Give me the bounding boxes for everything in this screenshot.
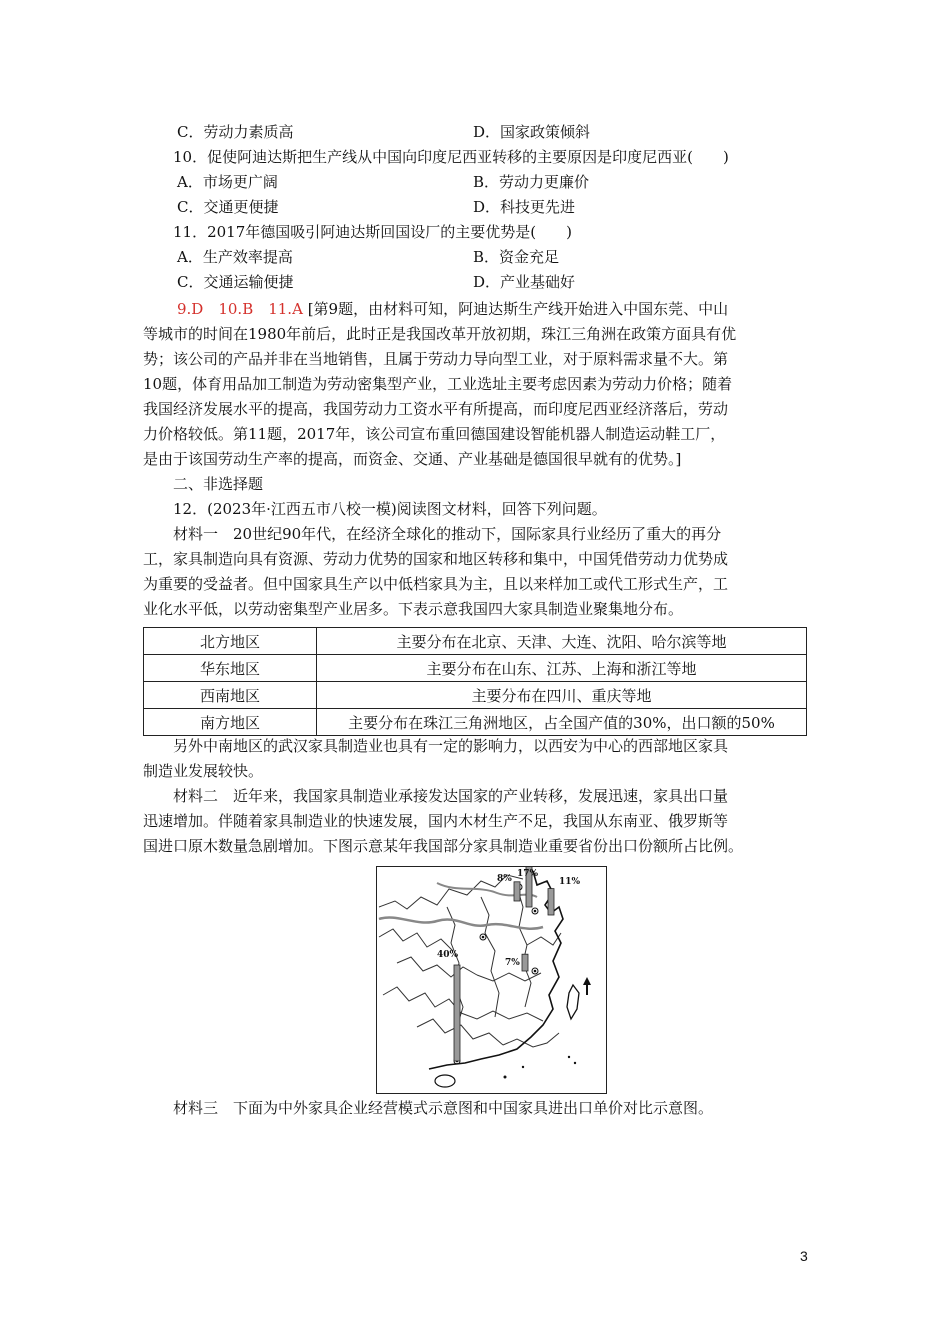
answer-line: 等城市的时间在1980年前后，此时正是我国改革开放初期，珠江三角洲在政策方面具有优	[143, 325, 737, 343]
bar-label: 8%	[497, 874, 512, 884]
map-svg	[377, 867, 606, 1093]
bar-label: 40%	[437, 950, 459, 960]
q11-stem: 11．2017年德国吸引阿迪达斯回国设厂的主要优势是( )	[173, 223, 572, 241]
q9-option-d: D．国家政策倾斜	[473, 123, 591, 141]
table-row	[144, 628, 807, 655]
q11-option-b: B．资金充足	[473, 248, 560, 266]
bar-11-percent	[548, 889, 554, 915]
section-title: 二、非选择题	[173, 475, 264, 493]
material3: 材料三 下面为中外家具企业经营模式示意图和中国家具进出口单价对比示意图。	[173, 1099, 714, 1117]
table-desc-cell: 主要分布在四川、重庆等地	[317, 682, 807, 709]
material1-line: 材料一 20世纪90年代，在经济全球化的推动下，国际家具行业经历了重大的再分	[173, 525, 722, 543]
material2-line: 材料二 近年来，我国家具制造业承接发达国家的产业转移，发展迅速，家具出口量	[173, 787, 729, 805]
north-arrow-icon	[583, 977, 591, 995]
material2-line: 迅速增加。伴随着家具制造业的快速发展，国内木材生产不足，我国从东南亚、俄罗斯等	[143, 812, 729, 830]
after-table-line: 另外中南地区的武汉家具制造业也具有一定的影响力，以西安为中心的西部地区家具	[173, 737, 729, 755]
taiwan-island	[567, 985, 579, 1019]
answer-line: 10题，体育用品加工制造为劳动密集型产业，工业选址主要考虑因素为劳动力价格；随着	[143, 375, 733, 393]
table-region-cell: 北方地区	[144, 628, 317, 655]
answer-line: 我国经济发展水平的提高，我国劳动力工资水平有所提高，而印度尼西亚经济落后，劳动	[143, 400, 729, 418]
bar-label: 7%	[505, 958, 520, 968]
page-number: 3	[800, 1248, 808, 1264]
q10-option-a: A．市场更广阔	[177, 173, 278, 191]
bar-label: 17%	[517, 869, 539, 879]
bar-label: 11%	[559, 877, 581, 887]
map-boundaries	[379, 875, 561, 1047]
river	[379, 917, 543, 928]
answer-first-line	[177, 298, 728, 320]
answer-keys: 9.D 10.B 11.A	[177, 300, 303, 318]
q11-option-c: C．交通运输便捷	[177, 273, 294, 291]
answer-explanation: [第9题，由材料可知，阿迪达斯生产线开始进入中国东莞、中山	[307, 300, 729, 318]
q11-option-a: A．生产效率提高	[177, 248, 293, 266]
after-table-line: 制造业发展较快。	[143, 762, 264, 780]
q10-option-b: B．劳动力更廉价	[473, 173, 590, 191]
furniture-cluster-table	[143, 627, 807, 736]
table-desc-cell: 主要分布在山东、江苏、上海和浙江等地	[317, 655, 807, 682]
table-row	[144, 655, 807, 682]
table-region-cell: 南方地区	[144, 709, 317, 736]
bar-8-percent	[514, 882, 520, 901]
bar-40-percent	[454, 965, 460, 1061]
table-region-cell: 华东地区	[144, 655, 317, 682]
table-row	[144, 709, 807, 736]
export-share-map	[376, 866, 607, 1094]
material2-line: 国进口原木数量急剧增加。下图示意某年我国部分家具制造业重要省份出口份额所占比例。	[143, 837, 744, 855]
q12-stem: 12．(2023年·江西五市八校一模)阅读图文材料，回答下列问题。	[173, 500, 607, 518]
q11-option-d: D．产业基础好	[473, 273, 576, 291]
city-markers	[454, 884, 538, 1064]
island-dots	[504, 1056, 577, 1079]
q10-stem: 10．促使阿迪达斯把生产线从中国向印度尼西亚转移的主要原因是印度尼西亚( )	[173, 148, 729, 166]
export-share-bars	[454, 867, 554, 1061]
table-region-cell: 西南地区	[144, 682, 317, 709]
q10-option-d: D．科技更先进	[473, 198, 576, 216]
material1-line: 为重要的受益者。但中国家具生产以中低档家具为主，且以来样加工或代工形式生产，工	[143, 575, 729, 593]
material1-line: 工，家具制造向具有资源、劳动力优势的国家和地区转移和集中，中国凭借劳动力优势成	[143, 550, 729, 568]
q10-option-c: C．交通更便捷	[177, 198, 279, 216]
hainan-island	[435, 1075, 455, 1087]
table-row	[144, 682, 807, 709]
q9-option-c: C．劳动力素质高	[177, 123, 294, 141]
answer-line: 是由于该国劳动生产率的提高，而资金、交通、产业基础是德国很早就有的优势。]	[143, 450, 682, 468]
answer-line: 势；该公司的产品并非在当地销售，且属于劳动力导向型工业，对于原料需求量不大。第	[143, 350, 729, 368]
material1-line: 业化水平低，以劳动密集型产业居多。下表示意我国四大家具制造业聚集地分布。	[143, 600, 684, 618]
bar-7-percent	[522, 954, 528, 971]
table-desc-cell: 主要分布在北京、天津、大连、沈阳、哈尔滨等地	[317, 628, 807, 655]
table-desc-cell: 主要分布在珠江三角洲地区，占全国产值的30%，出口额的50%	[317, 709, 807, 736]
answer-line: 力价格较低。第11题，2017年，该公司宣布重回德国建设智能机器人制造运动鞋工厂，	[143, 425, 726, 443]
